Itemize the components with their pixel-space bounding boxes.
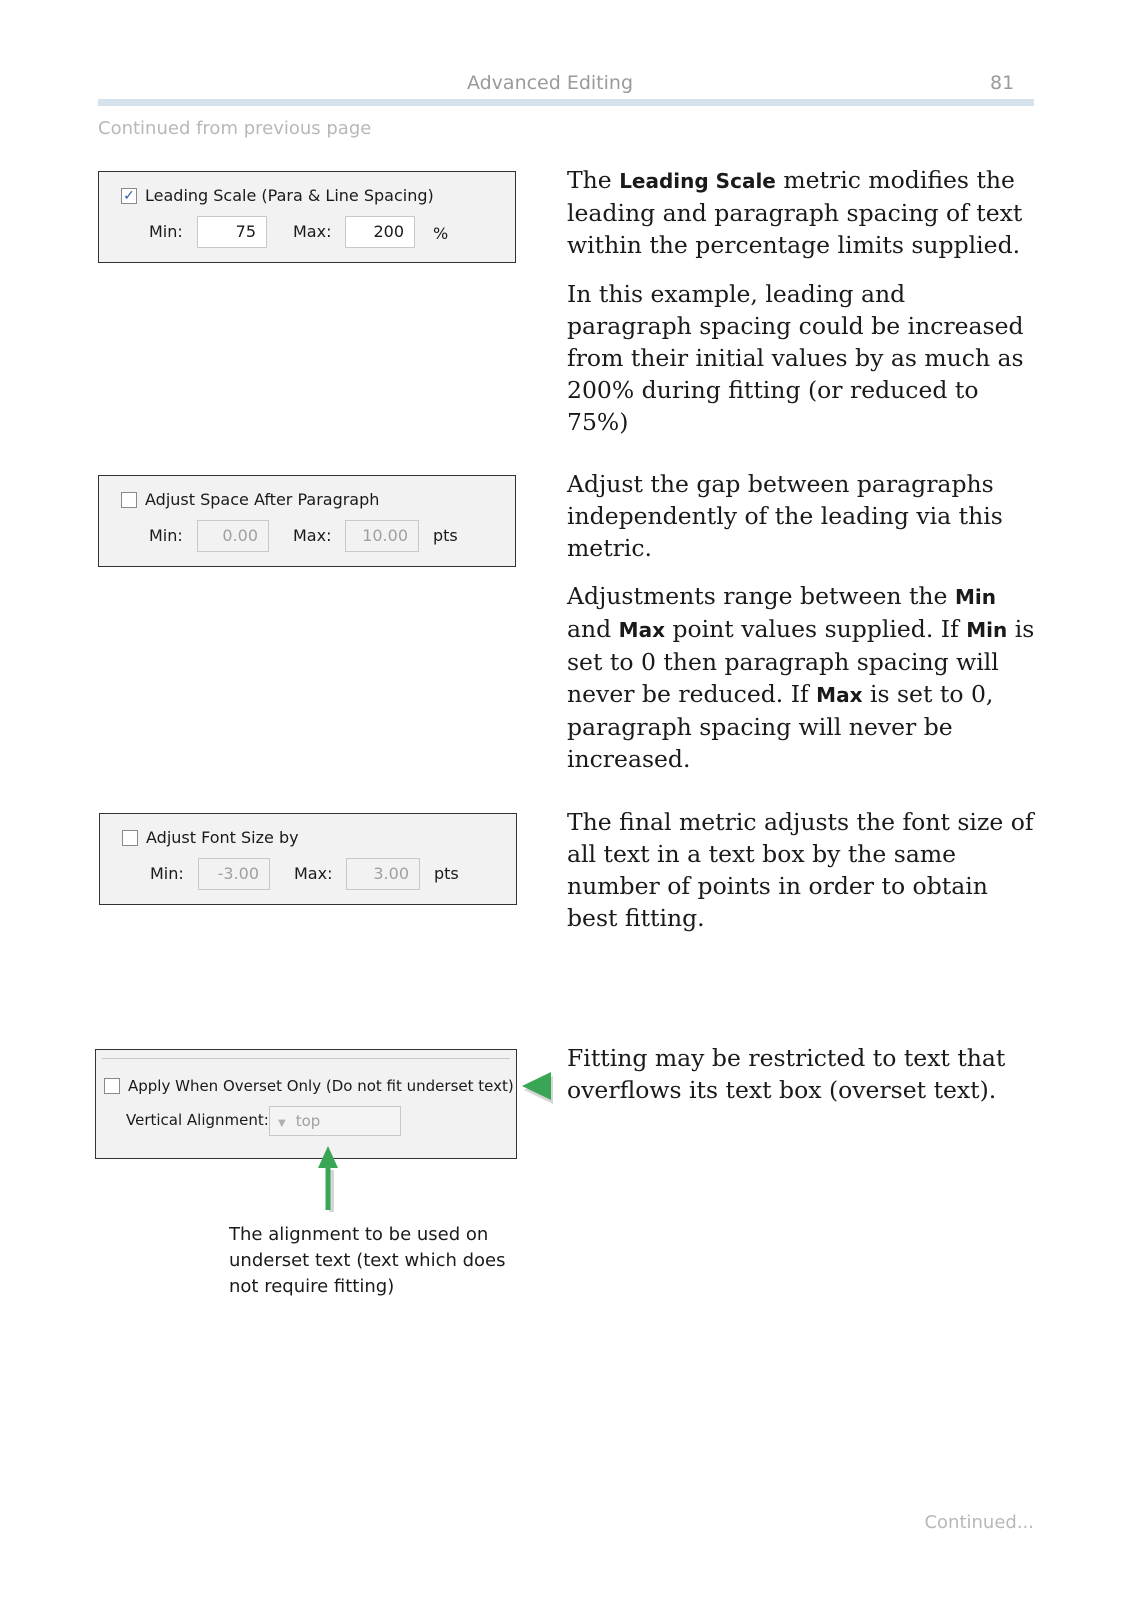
vertical-alignment-label: Vertical Alignment: [126,1111,269,1129]
overset-checkbox[interactable] [104,1078,120,1094]
arrow-up-icon [313,1144,343,1214]
continued-next-label: Continued... [924,1512,1034,1533]
arrow-left-icon [518,1068,554,1108]
space-after-max-label: Max: [293,526,332,545]
font-size-panel [99,813,517,905]
leading-paragraph-1: The Leading Scale metric modifies the leading and paragraph spacing of text within the percentage limits supplied. [567,166,1023,259]
space-after-min-field[interactable]: 0.00 [197,520,269,552]
chevron-down-icon: ▼ [278,1118,286,1129]
panel-top-divider [102,1058,510,1059]
leading-unit-label: % [433,224,449,243]
page-number: 81 [990,72,1015,94]
running-header-title: Advanced Editing [466,72,634,94]
space-after-checkbox[interactable] [121,492,137,508]
font-size-max-field[interactable]: 3.00 [346,858,420,890]
leading-min-label: Min: [149,222,183,241]
font-size-paragraph: The final metric adjusts the font size of all text in a text box by the same number of points in order to obtain best fitting. [567,808,1034,932]
overset-paragraph: Fitting may be restricted to text that overflows its text box (overset text). [567,1044,1006,1104]
vertical-alignment-value: top [295,1112,321,1130]
leading-scale-label: Leading Scale (Para & Line Spacing) [145,186,434,205]
space-after-panel [98,475,516,567]
leading-max-field[interactable]: 200 [345,216,415,248]
leading-paragraph-2: In this example, leading and paragraph spacing could be increased from their initial values by as much as 200% during fitting (or reduced to 75%) [567,280,1024,436]
font-size-label: Adjust Font Size by [146,828,299,847]
font-size-min-field[interactable]: -3.00 [198,858,270,890]
space-after-paragraph-2: Adjustments range between the Min and Max point values supplied. If Min is set to 0 then paragraph spacing will never be reduced. If Max is set to 0, paragraph spacing will never be increased. [567,582,1035,773]
space-after-unit-label: pts [433,526,458,545]
alignment-caption: The alignment to be used on underset text (text which does not require fitting) [229,1224,506,1297]
overset-panel [95,1049,517,1159]
vertical-alignment-select[interactable] [269,1106,401,1136]
leading-min-field[interactable]: 75 [197,216,267,248]
space-after-max-field[interactable]: 10.00 [345,520,419,552]
font-size-checkbox[interactable] [122,830,138,846]
font-size-unit-label: pts [434,864,459,883]
leading-scale-panel [98,171,516,263]
leading-max-label: Max: [293,222,332,241]
space-after-label: Adjust Space After Paragraph [145,490,380,509]
font-size-max-label: Max: [294,864,333,883]
continued-from-label: Continued from previous page [98,118,372,139]
overset-label: Apply When Overset Only (Do not fit underset text) [128,1077,514,1095]
font-size-min-label: Min: [150,864,184,883]
space-after-min-label: Min: [149,526,183,545]
leading-scale-checkbox[interactable]: ✓ [121,188,137,204]
header-rule [98,99,1034,106]
space-after-paragraph-1: Adjust the gap between paragraphs independently of the leading via this metric. [567,470,1003,562]
